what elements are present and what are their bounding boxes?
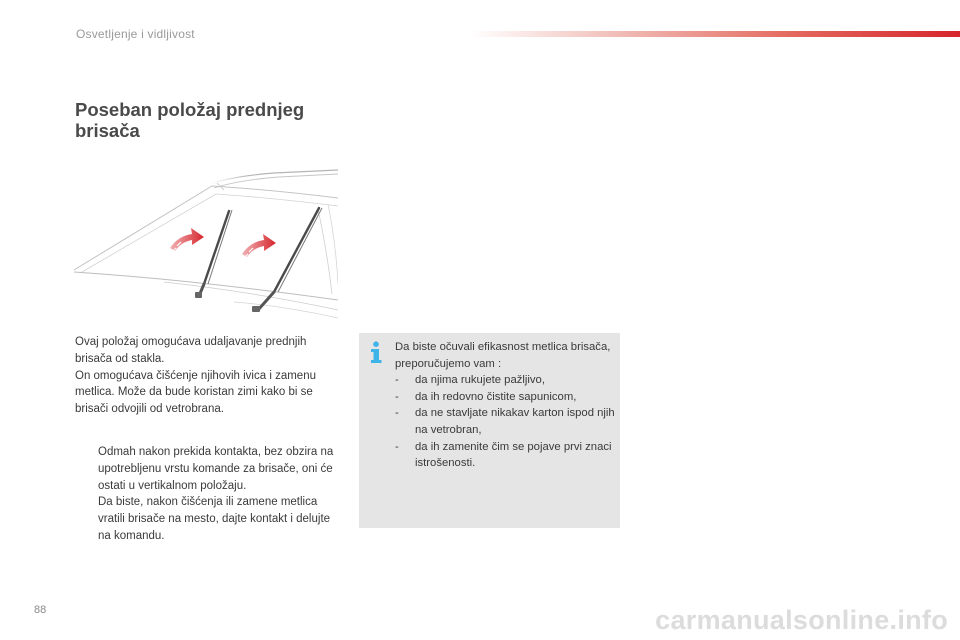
- tip-item: [395, 439, 615, 472]
- page-number: 88: [34, 604, 47, 616]
- tip-item: [395, 372, 615, 389]
- info-intro: Da biste očuvali efikasnost metlica brisača, preporučujemo vam :: [395, 341, 611, 370]
- windshield-wipers-illustration: [74, 164, 338, 326]
- tip-dash: -: [395, 390, 399, 403]
- step-text: Odmah nakon prekida kontakta, bez obzira na upotrebljenu vrstu komande za brisače, oni će ostati u vertikalnom položaju.: [98, 446, 334, 492]
- tips-list: [395, 372, 615, 472]
- tip-text: da ih zamenite čim se pojave prvi znaci istrošenosti.: [415, 440, 612, 470]
- header-accent-bar: [470, 31, 960, 37]
- intro-text: [75, 334, 345, 418]
- step-item: [75, 444, 345, 494]
- tip-dash: -: [395, 440, 399, 453]
- tip-text: da ne stavljate nikakav karton ispod njih na vetrobran,: [415, 407, 615, 436]
- tip-item: [395, 405, 615, 438]
- tip-dash: -: [395, 407, 399, 420]
- section-header: Osvetljenje i vidljivost: [76, 27, 195, 41]
- step-text: Da biste, nakon čišćenja ili zamene metlica vratili brisače na mesto, dajte kontakt i delujte na komandu.: [98, 496, 331, 542]
- info-icon: [369, 341, 383, 363]
- tip-text: da ih redovno čistite sapunicom,: [415, 390, 577, 403]
- step-item: [75, 494, 345, 544]
- tip-item: [395, 389, 615, 406]
- page-title: Poseban položaj prednjeg brisača: [75, 99, 305, 141]
- tip-text: da njima rukujete pažljivo,: [415, 374, 545, 387]
- watermark-link[interactable]: carmanualsonline.info: [655, 605, 948, 635]
- info-content: [395, 339, 615, 472]
- tip-dash: -: [395, 374, 399, 387]
- steps-list: [75, 444, 345, 545]
- info-box: [359, 333, 620, 528]
- intro-paragraph: On omogućava čišćenje njihovih ivica i zamenu metlica. Može da bude koristan zimi kako bi se brisači odvojili od vetrobrana.: [75, 369, 316, 416]
- intro-paragraph: Ovaj položaj omogućava udaljavanje prednjih brisača od stakla.: [75, 336, 307, 365]
